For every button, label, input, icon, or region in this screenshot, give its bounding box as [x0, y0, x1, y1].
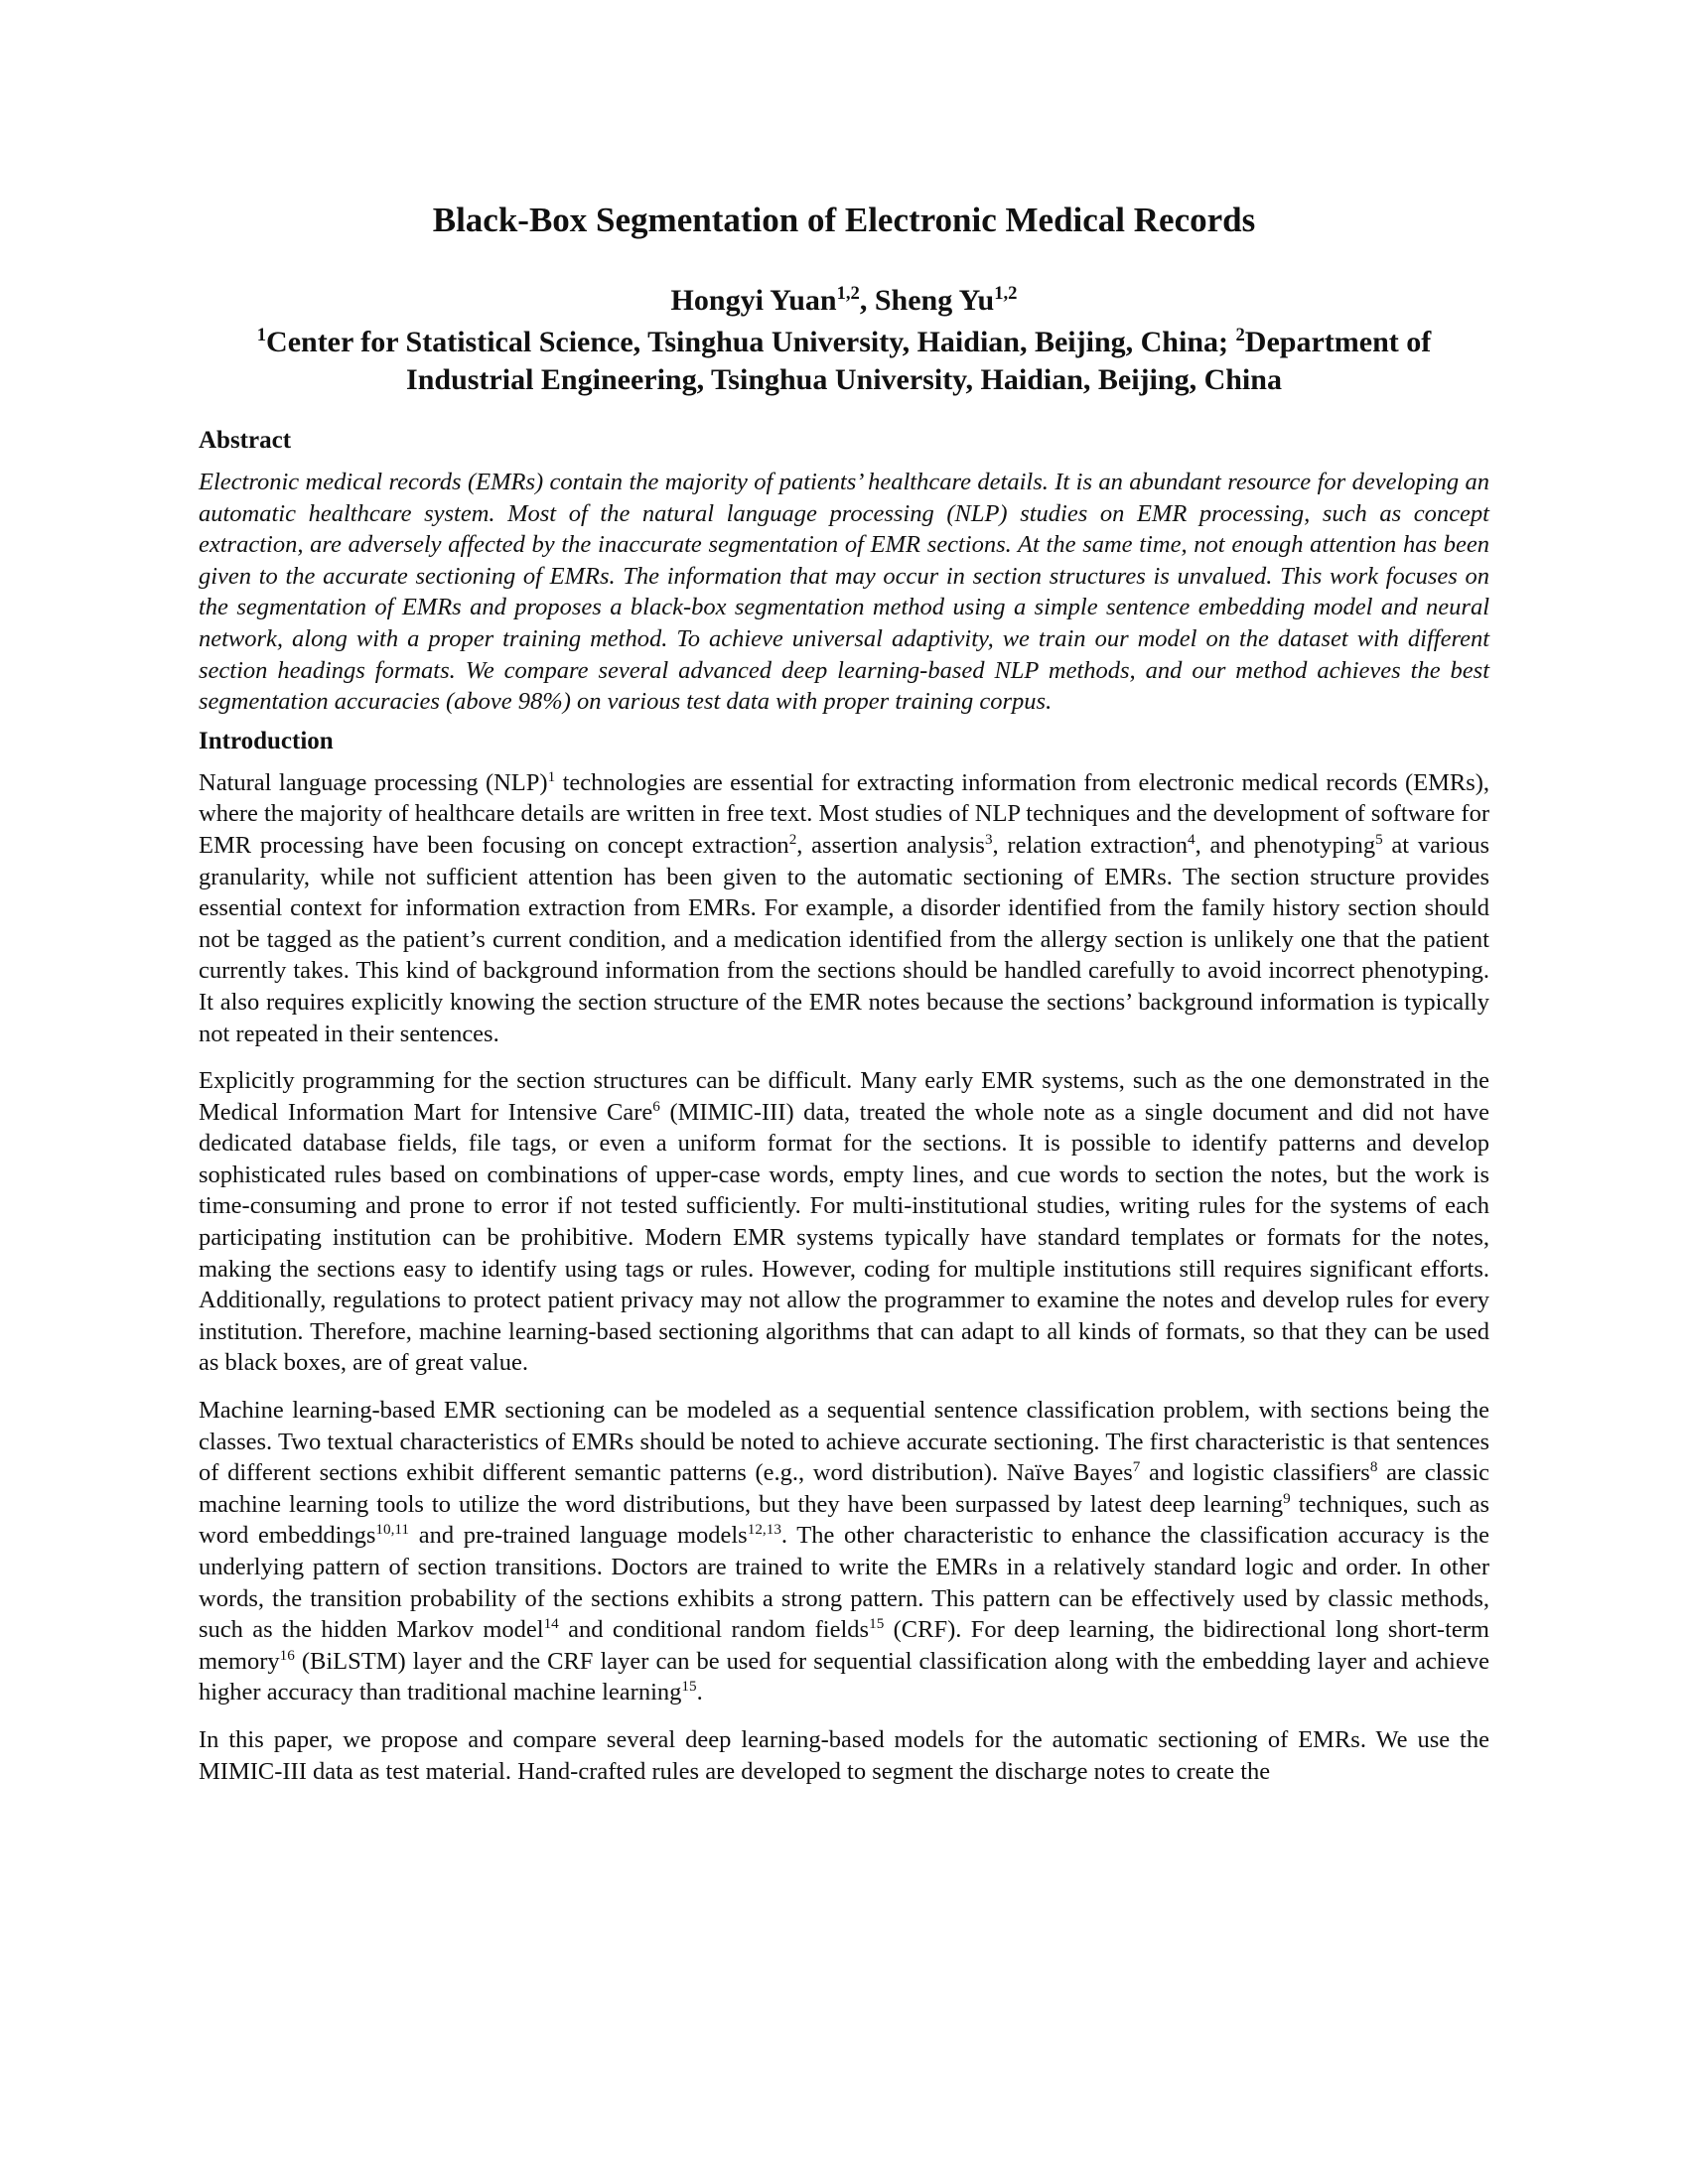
citation-ref: 9 [1283, 1489, 1291, 1507]
paragraph-text: . The other characteristic to enhance the classification accuracy is the underlying pattern of section transitions. Doctors are trained to write the EMRs in a relatively standard logic and order. In other words, the transition probability of the sections exhibits a strong pattern. This pattern can be effectively used by classic methods, such as the hidden Markov model [199, 1522, 1490, 1644]
paragraph-text: Explicitly programming for the section structures can be difficult. Many early EMR systems, such as the one demonstrated in the Medical Information Mart for Intensive Care [199, 1067, 1489, 1126]
citation-ref: 15 [869, 1615, 885, 1633]
citation-ref: 14 [543, 1615, 559, 1633]
affiliation-marker: 2 [1235, 325, 1245, 345]
paragraph-text: (MIMIC-III) data, treated the whole note as a single document and did not have dedicated database fields, file tags, or even a uniform format for the sections. It is possible to identify patterns and develop sophisticated rules based on combinations of upper-case words, empty lines, and cue words to section the notes, but the work is time-consuming and prone to error if not tested sufficiently. For multi-institutional studies, writing rules for the systems of each participating institution can be prohibitive. Modern EMR systems typically have standard templates or formats for the notes, making the sections easy to identify using tags or rules. However, coding for multiple institutions still requires significant efforts. Additionally, regulations to protect patient privacy may not allow the programmer to examine the notes and develop rules for every institution. Therefore, machine learning-based sectioning algorithms that can adapt to all kinds of formats, so that they can be used as black boxes, are of great value. [199, 1098, 1489, 1377]
abstract-heading: Abstract [199, 427, 292, 454]
paragraph-text: and conditional random fields [558, 1616, 870, 1644]
paragraph-text: are classic machine learning tools to utilize the word distributions, but they have been surpassed by latest deep learning [199, 1459, 1489, 1518]
author-line [199, 282, 1489, 320]
citation-ref: 12,13 [747, 1521, 781, 1539]
citation-ref: 1 [547, 767, 556, 785]
citation-ref: 2 [788, 830, 797, 848]
paragraph-text: and pre-trained language models [409, 1522, 748, 1550]
affiliation-text: Center for Statistical Science, Tsinghua University, Haidian, Beijing, China; [266, 326, 1236, 358]
body-paragraph [199, 1065, 1489, 1379]
affiliation-marker: 1 [256, 325, 267, 345]
paragraph-text: , and phenotyping [1195, 831, 1376, 859]
affiliation-marker: 1,2 [836, 283, 860, 304]
paragraph-text: (CRF). For deep learning, the bidirectional long short-term memory [199, 1616, 1489, 1675]
paragraph-text: Natural language processing (NLP) [199, 768, 548, 796]
citation-ref: 15 [681, 1678, 697, 1696]
paragraph-text: , relation extraction [992, 831, 1188, 859]
paper-title: Black-Box Segmentation of Electronic Medical Records [432, 201, 1256, 239]
paragraph-text: , assertion analysis [796, 831, 985, 859]
citation-ref: 10,11 [375, 1521, 410, 1539]
body-paragraph [199, 767, 1489, 1049]
citation-ref: 8 [1369, 1458, 1378, 1476]
paragraph-text: . [696, 1679, 703, 1706]
author-name: Sheng Yu [874, 284, 995, 317]
introduction-heading: Introduction [199, 727, 334, 754]
citation-ref: 16 [279, 1646, 295, 1664]
paragraph-text: Machine learning-based EMR sectioning can be modeled as a sequential sentence classification problem, with sections being the classes. Two textual characteristics of EMRs should be noted to achieve accurate sectioning. The first characteristic is that sentences of different sections exhibit different semantic patterns (e.g., word distribution). Naïve Bayes [199, 1397, 1489, 1487]
citation-ref: 7 [1132, 1458, 1141, 1476]
citation-ref: 5 [1375, 830, 1383, 848]
author-name: Hongyi Yuan [670, 284, 837, 317]
author-separator: , [859, 284, 875, 317]
paragraph-text: techniques, such as word embeddings [199, 1490, 1489, 1550]
citation-ref: 6 [652, 1097, 660, 1115]
citation-ref: 3 [984, 830, 993, 848]
paragraph-text: at various granularity, while not sufficient attention has been given to the automatic sectioning of EMRs. The section structure provides essential context for information extraction from EMRs. For example, a disorder identified from the family history section should not be tagged as the patient’s current condition, and a medication identified from the allergy section is unlikely one that the patient currently takes. This kind of background information from the sections should be handled carefully to avoid incorrect phenotyping. It also requires explicitly knowing the section structure of the EMR notes because the sections’ background information is typically not repeated in their sentences. [199, 831, 1489, 1047]
paragraph-text: and logistic classifiers [1140, 1459, 1370, 1487]
paragraph-text: technologies are essential for extracting information from electronic medical records (EMRs), where the majority of healthcare details are written in free text. Most studies of NLP techniques and the development of software for EMR processing have been focusing on concept extraction [199, 768, 1490, 859]
affiliation-marker: 1,2 [994, 283, 1018, 304]
citation-ref: 4 [1187, 830, 1196, 848]
paragraph-text: (BiLSTM) layer and the CRF layer can be used for sequential classification along with the embedding layer and achieve higher accuracy than traditional machine learning [199, 1647, 1489, 1706]
body-paragraph: In this paper, we propose and compare several deep learning-based models for the automatic sectioning of EMRs. We use the MIMIC-III data as test material. Hand-crafted rules are developed to segment the discharge notes to create the [199, 1725, 1489, 1785]
affiliations [199, 324, 1489, 399]
abstract-text: Electronic medical records (EMRs) contain the majority of patients’ healthcare details. It is an abundant resource for developing an automatic healthcare system. Most of the natural language processing (NLP) studies on EMR processing, such as concept extraction, are adversely affected by the inaccurate segmentation of EMR sections. At the same time, not enough attention has been given to the accurate sectioning of EMRs. The information that may occur in section structures is unvalued. This work focuses on the segmentation of EMRs and proposes a black-box segmentation method using a simple sentence embedding model and neural network, along with a proper training method. To achieve universal adaptivity, we train our model on the dataset with different section headings formats. We compare several advanced deep learning-based NLP methods, and our method achieves the best segmentation accuracies (above 98%) on various test data with proper training corpus. [199, 469, 1489, 716]
affiliation-text: Department of Industrial Engineering, Tsinghua University, Haidian, Beijing, China [406, 326, 1432, 396]
body-paragraph [199, 1395, 1489, 1708]
